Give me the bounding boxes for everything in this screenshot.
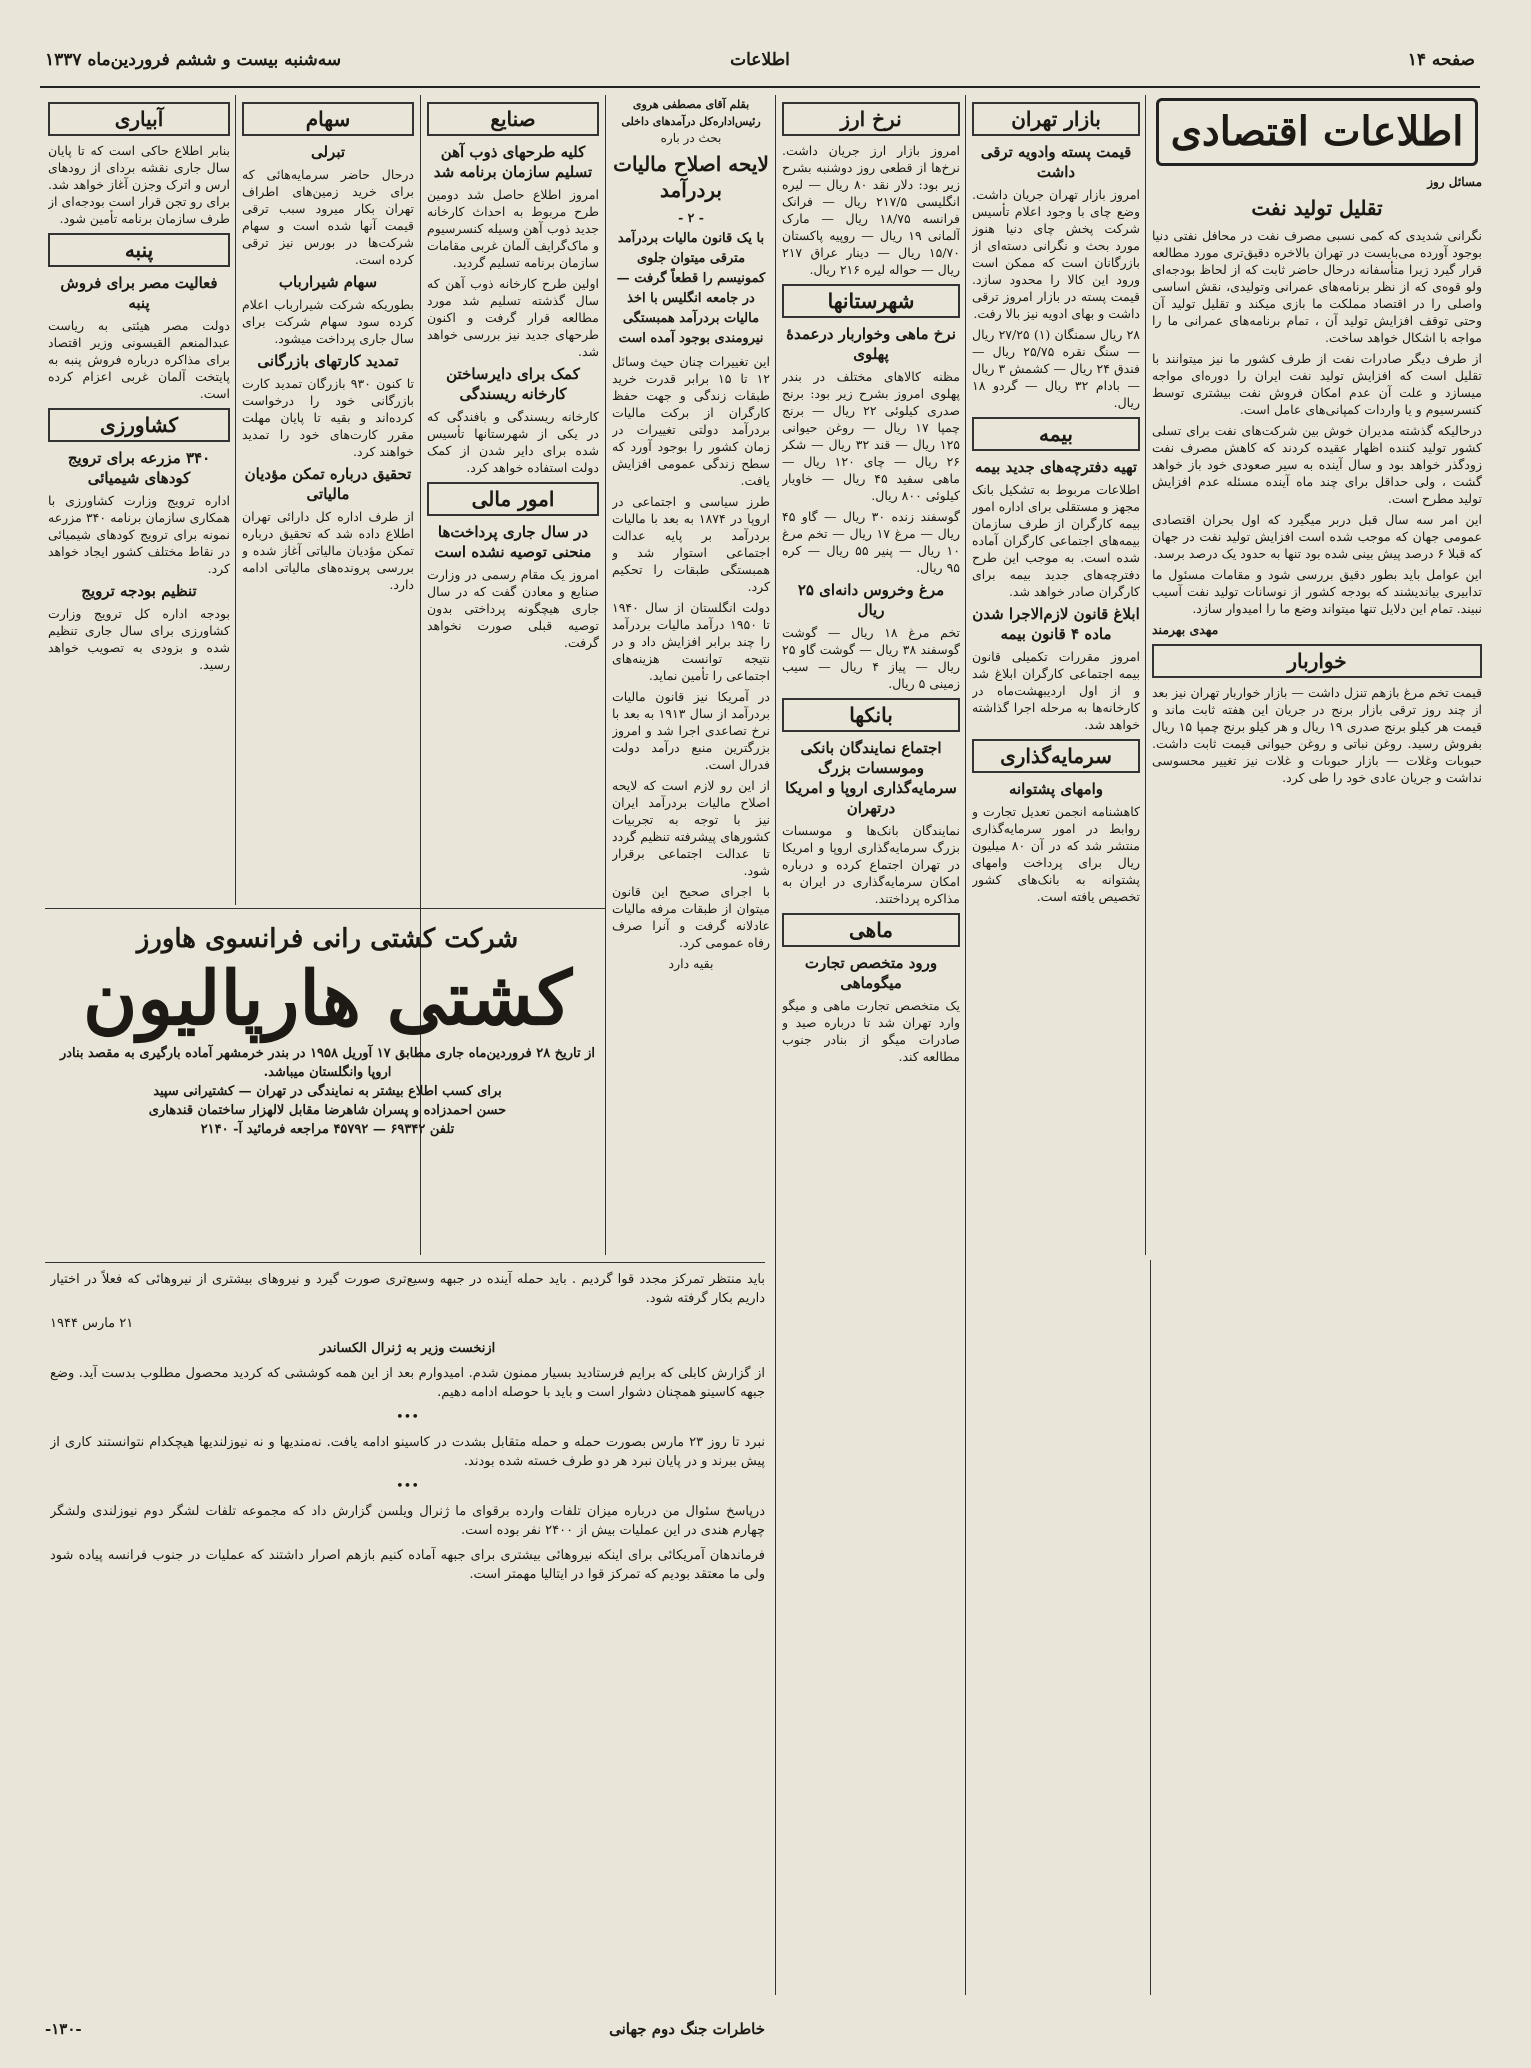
paragraph: این عوامل باید بطور دقیق بررسی شود و مقامات مسئول ما تدابیری بیاندیشند که بودجه کشور از نوسانات تولید نفت آسیب نبیند. تمام این دلایل تنها میتواند وضع ما را امیدوار سازد. [1152,567,1482,616]
column-divider [605,95,606,1255]
section-title: بیمه [972,417,1140,451]
paragraph: اداره ترویج وزارت کشاورزی با همکاری سازمان برنامه ۳۴۰ مزرعه نمونه برای ترویج کودهای شیمیائی در نقاط مختلف کشور ایجاد خواهد کرد. [48,493,230,576]
paragraph: اطلاعات مربوط به تشکیل بانک مجهز و مستقلی برای اداره امور بیمه کارگران از طرف سازمان بیمه‌های اجتماعی کارگران آماده شده است. به موجب این طرح دفترچه‌های جدید بیمه برای کارگران صادر خواهد شد. [972,482,1140,599]
subhead: اجتماع نمایندگان بانکی وموسسات بزرگ سرمایه‌گذاری اروپا و امریکا درتهران [785,739,957,817]
paragraph: درپاسخ سئوال من درباره میزان تلفات وارده برقوای ما ژنرال ویلسن گزارش داد که مجموعه تلفات لشگر دوم نیوزلندی ولشگر چهارم هندی در این عملیات بیش از ۲۴۰۰ نفر بوده است. [50,1504,765,1538]
headline: لایحه اصلاح مالیات بردرآمد [613,152,769,202]
separator: ••• [395,1479,419,1494]
subhead: کلیه طرحهای ذوب آهن تسلیم سازمان برنامه شد [433,143,593,181]
subhead: وامهای پشتوانه [1008,780,1104,798]
memoir-article [50,1270,765,2010]
byline: بقلم آقای مصطفی هروی رئیس‌اداره‌کل درآمدهای داخلی [621,98,761,128]
paragraph: دولت انگلستان از سال ۱۹۴۰ تا ۱۹۵۰ درآمد مالیات بردرآمد را چند برابر افزایش داد و در نتیجه توانست هزینه‌های اجتماعی را تأمین نماید. [612,600,770,683]
paragraph: بنابر اطلاع حاکی است که تا پایان سال جاری نقشه بردای از رودهای ارس و اترک وجزن آغاز خواهد شد. برای رو تجن قرار است بودجه‌ای از طرف سازمان برنامه تأمین شود. [48,143,230,226]
subhead: ازنخست وزیر به ژنرال الکساندر [319,1341,496,1356]
subhead: تهیه دفترچه‌های جدید بیمه [974,458,1138,476]
paragraph: این امر سه سال قبل دربر میگیرد که اول بحران اقتصادی عمومی جهان که موجب شده است افزایش تولید نفت در جهان که قبلا ۶ درصد پیش بینی شده بود تنها به حدود یک درصد برسد. [1152,512,1482,561]
kicker: مسائل روز [1427,175,1482,189]
section-title: کشاورزی [48,408,230,442]
column-divider [235,95,236,905]
paragraph: از این رو لازم است که لایحه اصلاح مالیات بردرآمد ایران نیز با توجه به تجربیات کشورهای پیشرفته تنظیم گردد تا عدالت اجتماعی برقرار شود. [612,778,770,878]
subhead: قیمت پسته وادویه ترقی داشت [980,143,1132,181]
ad-text: از تاریخ ۲۸ فروردین‌ماه جاری مطابق ۱۷ آوریل ۱۹۵۸ در بندر خرمشهر آماده بارگیری به مقصد بنادر اروپا وانگلستان میباشد. [59,1046,596,1080]
ad-company: شرکت کشتی رانی فرانسوی هاورز [136,924,519,954]
subhead: فعالیت مصر برای فروش پنبه [60,274,218,312]
column-exchange [782,96,960,1996]
section-title: بانکها [782,698,960,732]
page-number: صفحه ۱۴ [1407,50,1475,70]
column-tehran-market [972,96,1140,1996]
part-number: - ۲ - [678,210,704,225]
subhead: در سال جاری پرداخت‌ها منحنی توصیه نشده است [434,523,592,561]
masthead-economic-news: اطلاعات اقتصادی [1156,98,1478,166]
section-title: صنایع [427,102,599,136]
paragraph: کارخانه ریسندگی و بافندگی که در یکی از شهرستانها تأسیس شده برای دایر شدن از کمک دولت استفاده خواهد کرد. [427,409,599,475]
column-divider [1150,1260,1151,1995]
subhead: نرخ ماهی وخواربار درعمدۀ پهلوی [786,325,956,363]
section-title: پنبه [48,233,230,267]
paragraph: از طرف اداره کل دارائی تهران اطلاع داده شد که تحقیق درباره تمکن مؤدیان مالیاتی آغاز شده و بررسی پرونده‌های مالیاتی ادامه دارد. [242,509,414,592]
paragraph: گوسفند زنده ۳۰ ریال — گاو ۴۵ ریال — مرغ ۱۷ ریال — تخم مرغ ۱۰ ریال — پنیر ۵۵ ریال — کره ۹۵ ریال. [782,509,960,575]
column-divider [1145,95,1146,1255]
headline: تقلیل تولید نفت [1251,196,1383,220]
paragraph: درحال حاضر سرمایه‌هائی که برای خرید زمین‌های اطراف تهران بکار میرود سبب ترقی قیمت آنها شده است و سهام شرکت‌ها در بورس نیز ترقی کرده است. [242,167,414,267]
subhead: تمدید کارتهای بازرگانی [257,352,399,370]
paragraph: فرماندهان آمریکائی برای اینکه نیروهائی بیشتری برای جبهه آماده کنیم بازهم اصرار داشتند که عملیات در جنوب فرانسه پیاده شود ولی ما معتقد بودیم که تمرکز قوا در ایتالیا مهمتر است. [50,1548,765,1582]
section-title: آبیاری [48,102,230,136]
paragraph: اولین طرح کارخانه ذوب آهن که سال گذشته تسلیم شد مورد مطالعه قرار گرفت و اکنون طرحهای جدید نیز بررسی خواهد شد. [427,276,599,359]
shipping-advertisement [50,916,605,1162]
paragraph: امروز مقررات تکمیلی قانون بیمه اجتماعی کارگران ابلاغ شد و از اول اردیبهشت‌ماه در کارخانه‌ها به مرحله اجرا گذاشته خواهد شد. [972,649,1140,732]
header-rule [40,86,1480,88]
subhead: تنظیم بودجه ترویج [81,582,197,600]
subhead: ۳۴۰ مزرعه برای ترویج کودهای شیمیائی [67,449,211,487]
paragraph: امروز اطلاع حاصل شد دومین طرح مربوط به احداث کارخانه جدید ذوب آهن وسیله کنسرسیوم و ماک‌گرایف آلمان غربی مقامات سازمان برنامه تسلیم گردید. [427,187,599,270]
paragraph: نمایندگان بانک‌ها و موسسات بزرگ سرمایه‌گذاری اروپا و امریکا در تهران اجتماع کرده و درباره امکان سرمایه‌گذاری در ایران به مذاکره پرداختند. [782,823,960,906]
section-title: شهرستانها [782,284,960,318]
paragraph: قیمت تخم مرغ بازهم تنزل داشت — بازار خواربار تهران نیز بعد از چند روز ترقی بازار برنج در جریان این هفته ثابت ماند و قیمت هر کیلو برنج صدری ۱۹ ریال و هر کیلو برنج چمپا ۱۵ ریال بفروش رسید. روغن نباتی و روغن حیوانی قیمت ثابت داشت. حبوبات وغلات — بازار حبوبات و غلات نیز تغییر محسوسی نداشت و جریان عادی خود را طی کرد. [1152,685,1482,785]
paragraph: کاهشنامه انجمن تعدیل تجارت و روابط در امور سرمایه‌گذاری منتشر شد که در آن ۸۰ میلیون ریال برای پرداخت وامهای پشتوانه به بانک‌های کشور تخصیص یافته است. [972,804,1140,904]
page-header [45,50,1475,80]
subhead: تبرلی [310,143,346,161]
paragraph: از گزارش کابلی که برایم فرستادید بسیار ممنون شدم. امیدوارم بعد از این همه کوششی که کردید محصول مطلوب بدست آید. وضع جبهه کاسینو همچنان دشوار است و باید با حوصله ادامه دهیم. [50,1366,765,1400]
paragraph: امروز بازار تهران جریان داشت. وضع چای با وجود اعلام تأسیس شرکت پخش چای دنیا هنوز مورد بحث و نگرانی دسته‌ای از بازرگانان است که ممکن است ورود این کالا را محدود سازد. قیمت پسته در بازار امروز ترقی داشت و بهای ادویه نیز بالا رفت. [972,187,1140,321]
paragraph: نبرد تا روز ۲۳ مارس بصورت حمله و حمله متقابل بشدت در کاسینو ادامه یافت. نه‌مندیها و نه نیوزلندیها هیچکدام نتوانستند کاری از پیش ببرند و در پایان نبرد هر دو طرف خسته شده بودند. [50,1435,765,1469]
page-footer [45,2020,765,2046]
paragraph: طرز سیاسی و اجتماعی در اروپا در ۱۸۷۴ به بعد با مالیات بردرآمد بر پایه عدالت اجتماعی استوار شد و همبستگی طبقات را تحکیم کرد. [612,494,770,594]
paragraph: مظنه کالاهای مختلف در بندر پهلوی امروز بشرح زیر بود: برنج صدری کیلوئی ۲۲ ریال — برنج چمپا ۱۷ ریال — روغن حیوانی ۱۲۵ ریال — قند ۳۲ ریال — شکر ۲۶ ریال — چای ۱۲۰ ریال — ماهی سفید ۴۵ ریال — خاویار کیلوئی ۸۰۰ ریال. [782,369,960,503]
subhead: با یک قانون مالیات بردرآمد مترقی میتوان جلوی کمونیسم را قطعاً گرفت — در جامعه انگلیس با اخذ مالیات بردرآمد همبستگی نیرومندی بوجود آمده است [616,231,766,346]
paragraph: از طرف دیگر صادرات نفت از طرف کشور ما نیز میتوانند با تقلیل است که افزایش تولید نفت ایران را دوره‌ای مواجه میسازد و علت آن عدم امکان فروش نفت بیشتری توسط کنسرسیوم و یا واردات کمپانی‌های عامل است. [1152,351,1482,417]
column-shares [242,96,414,901]
section-title: خواربار [1152,644,1482,678]
series-title: خاطرات جنگ دوم جهانی [609,2020,765,2038]
section-title: سرمایه‌گذاری [972,739,1140,773]
paragraph: درحالیکه گذشته مدیران خوش بین شرکت‌های نفت برای تسلی کشور تولید کننده اظهار عقیده کردند که کاهش مصرف نفت زودگذر خواهد بود و سال آینده به سیر صعودی خود باز خواهد گشت ، ولی حداقل برای چند ماه آینده مسئله عدم افزایش تولید مطرح است. [1152,423,1482,506]
ad-text: حسن احمدزاده و پسران شاهرضا مقابل لالهزار ساختمان قندهاری [148,1103,507,1118]
paper-name: اطلاعات [730,50,790,70]
paragraph: در آمریکا نیز قانون مالیات بردرآمد از سال ۱۹۱۳ به بعد با نرخ تصاعدی اجرا شد و امروز بزرگترین منبع درآمد دولت فدرال است. [612,689,770,772]
column-divider [775,95,776,1995]
separator: ••• [395,1410,419,1425]
subhead: کمک برای دایرساختن کارخانه ریسندگی [446,365,580,403]
subhead: تحقیق درباره تمکن مؤدیان مالیاتی [244,465,412,503]
paragraph: یک متخصص تجارت ماهی و میگو وارد تهران شد تا درباره صید و صادرات میگو از بنادر جنوب مطالعه کند. [782,998,960,1064]
section-title: بازار تهران [972,102,1140,136]
section-title: ماهی [782,913,960,947]
paragraph: تخم مرغ ۱۸ ریال — گوشت گوسفند ۳۸ ریال — گوشت گاو ۲۵ ریال — پیاز ۴ ریال — سیب زمینی ۵ ریال. [782,625,960,691]
section-title: نرخ ارز [782,102,960,136]
paragraph: این تغییرات چنان حیث وسائل ۱۲ تا ۱۵ برابر قدرت خرید طبقات زندگی و جهت حفظ کارگران از برکت مالیات بردرآمد دولتی تغییرات در زمان کشور را بوجود آورد که سطح زندگی عمومی افزایش یافت. [612,354,770,488]
signature: مهدی بهرمند [1152,622,1219,637]
column-economy [1152,96,1482,1996]
subhead: مرغ وخروس دانه‌ای ۲۵ ریال [797,581,945,619]
issue-date: سه‌شنبه بیست و ششم فروردین‌ماه ۱۳۳۷ [45,50,342,70]
paragraph: بطوریکه شرکت شیرارباب اعلام کرده سود سهام شرکت برای سال جاری پرداخت میشود. [242,297,414,346]
paragraph: با اجرای صحیح این قانون میتوان از طبقات مرفه مالیات عادلانه گرفت و آنرا صرف رفاه عمومی کرد. [612,884,770,950]
paragraph: باید منتظر تمرکز مجدد قوا گردیم . باید حمله آینده در جبهه وسیع‌تری صورت گیرد و نیروهای بیشتری از نیروهائی که فعلاً در اختیار داریم بکار گرفته شود. [50,1272,765,1306]
paragraph: بودجه اداره کل ترویج وزارت کشاورزی برای سال جاری تنظیم شده و بزودی به تصویب خواهد رسید. [48,606,230,672]
column-irrigation [48,96,230,901]
subhead: ورود متخصص تجارت میگوماهی [804,954,938,992]
installment-number: -۱۳۰- [45,2020,82,2038]
paragraph: امروز بازار ارز جریان داشت. نرخ‌ها از قطعی روز دوشنبه بشرح زیر بود: دلار نقد ۸۰ ریال — لیره انگلیسی ۲۱۷/۵ ریال — فرانک فرانسه ۱۸/۷۵ ریال — مارک آلمانی ۱۹ ریال — روپیه پاکستان ۱۵/۷۰ ریال — دینار عراق ۲۱۷ ریال — حواله لیره ۲۱۶ ریال. [782,143,960,277]
paragraph: تا کنون ۹۳۰ بازرگان تمدید کارت بازرگانی خود را درخواست کرده‌اند و بقیه تا پایان مهلت مقرر کارت‌های خود را تمدید خواهند کرد. [242,376,414,459]
kicker: بحث در باره [660,131,722,145]
paragraph: نگرانی شدیدی که کمی نسبی مصرف نفت در محافل نفتی دنیا بوجود آورده می‌بایست در تهران بالاخره دقیق‌تری مورد مطالعه قرار گیرد زیرا متأسفانه درحال حاضر ثابت که از لحاظ بودجه‌ای ولو قوه‌ی که از نظر برنامه‌های عمرانی وتولیدی، نقش اساسی واصلی را در اقتصاد مملکت ما بازی میکند و تقلیل تولید آن وحتی توقف افزایش تولید آن ، تمام برنامه‌های عمرانی ما را مواجه با اشکال خواهد ساخت. [1152,228,1482,345]
paragraph: دولت مصر هیئتی به ریاست عبدالمنعم القیسونی وزیر اقتصاد برای مذاکره درباره فروش پنبه به پایتخت آلمان غربی اعزام کرده است. [48,318,230,401]
section-title: امور مالی [427,482,599,516]
column-divider [965,95,966,1995]
continued-note: بقیه دارد [668,956,714,971]
section-title: سهام [242,102,414,136]
ad-text: تلفن ۶۹۳۴۲ — ۴۵۷۹۲ مراجعه فرمائید آ- ۲۱۴۰ [200,1122,455,1137]
subhead: ابلاغ قانون لازم‌الاجرا شدن ماده ۴ قانون بیمه [972,605,1140,643]
ad-ship-name: کشتی هارپالیون [83,956,572,1042]
paragraph: ۲۸ ریال سمنگان (۱) ۲۷/۲۵ ریال — سنگ نقره ۲۵/۷۵ ریال — فندق ۲۴ ریال — کشمش ۳ ریال — بادام ۳۲ ریال — گردو ۱۸ ریال. [972,327,1140,410]
paragraph: امروز یک مقام رسمی در وزارت صنایع و معادن گفت که در سال جاری هیچگونه پرداختی بدون توصیه قبلی صورت نخواهد گرفت. [427,567,599,650]
subhead: سهام شیرارباب [278,273,378,291]
dateline: ۲۱ مارس ۱۹۴۴ [50,1316,134,1331]
ad-text: برای کسب اطلاع بیشتر به نمایندگی در تهران — کشتیرانی سپید [153,1084,502,1099]
